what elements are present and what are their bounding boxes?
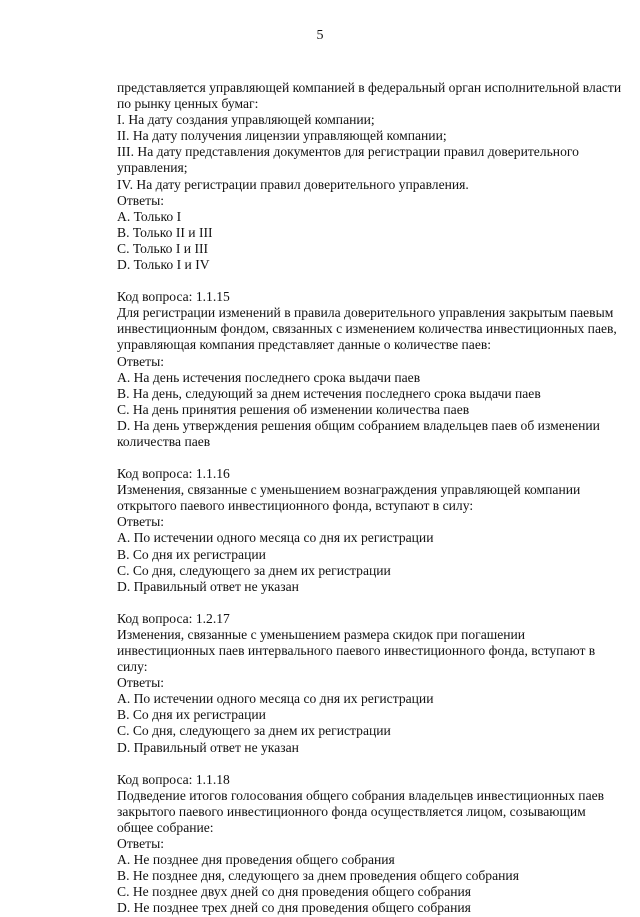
answer-item: C. Только I и III bbox=[117, 240, 209, 256]
answer-item: A. Не позднее дня проведения общего собрания bbox=[117, 852, 395, 868]
answer-item: A. На день истечения последнего срока выдачи паев bbox=[117, 369, 421, 385]
answer-item: A. Только I bbox=[117, 208, 182, 224]
answer-item: B. Со дня их регистрации bbox=[117, 546, 266, 562]
intro-line: представляется управляющей компанией в федеральный орган исполнительной власти по рынку ценных бумаг: bbox=[117, 80, 622, 112]
intro-options bbox=[117, 112, 622, 192]
answer-item: B. Не позднее дня, следующего за днем проведения общего собрания bbox=[117, 868, 519, 884]
question-code: Код вопроса: 1.1.15 bbox=[117, 289, 230, 305]
answer-item: D. Правильный ответ не указан bbox=[117, 578, 299, 594]
question-code: Код вопроса: 1.1.18 bbox=[117, 771, 230, 787]
answer-item: D. Не позднее трех дней со дня проведения общего собрания bbox=[117, 900, 471, 916]
option-item: I. На дату создания управляющей компании; bbox=[117, 112, 375, 128]
answer-item: A. По истечении одного месяца со дня их регистрации bbox=[117, 691, 434, 707]
question-block bbox=[117, 611, 622, 756]
option-item: IV. На дату регистрации правил доверительного управления. bbox=[117, 176, 469, 192]
answer-item: B. Со дня их регистрации bbox=[117, 707, 266, 723]
question-block bbox=[117, 466, 622, 595]
answers-list bbox=[117, 530, 622, 594]
answers-list bbox=[117, 852, 622, 916]
answer-item: C. На день принятия решения об изменении количества паев bbox=[117, 401, 470, 417]
answers-label: Ответы: bbox=[117, 353, 164, 369]
question-code: Код вопроса: 1.2.17 bbox=[117, 610, 230, 626]
question-text: Для регистрации изменений в правила доверительного управления закрытым паевым инвестиционным фондом, связанных с изменением количества инвестиционных паев, управляющая компания представляет данные о количестве паев: bbox=[117, 305, 617, 353]
option-item: II. На дату получения лицензии управляющей компании; bbox=[117, 128, 447, 144]
question-code: Код вопроса: 1.1.16 bbox=[117, 466, 230, 482]
answers-list bbox=[117, 691, 622, 755]
answer-item: D. Правильный ответ не указан bbox=[117, 739, 299, 755]
answer-item: D. Только I и IV bbox=[117, 257, 210, 273]
answer-item: B. На день, следующий за днем истечения последнего срока выдачи паев bbox=[117, 385, 541, 401]
question-block bbox=[117, 289, 622, 450]
answers-list bbox=[117, 370, 622, 450]
option-item: III. На дату представления документов для регистрации правил доверительного управления; bbox=[117, 144, 579, 176]
answer-item: D. На день утверждения решения общим собранием владельцев паев об изменении количества паев bbox=[117, 417, 600, 449]
answers-label: Ответы: bbox=[117, 514, 164, 530]
question-text: Подведение итогов голосования общего собрания владельцев инвестиционных паев закрытого паевого инвестиционного фонда осуществляется лицом, созывающим общее собрание: bbox=[117, 787, 605, 835]
answers-label: Ответы: bbox=[117, 675, 164, 691]
answers-label: Ответы: bbox=[117, 836, 164, 852]
answer-item: C. Не позднее двух дней со дня проведения общего собрания bbox=[117, 884, 472, 900]
answer-item: B. Только II и III bbox=[117, 224, 213, 240]
answers-list bbox=[117, 209, 622, 273]
page-number: 5 bbox=[316, 28, 324, 43]
answer-item: C. Со дня, следующего за днем их регистрации bbox=[117, 723, 391, 739]
question-text: Изменения, связанные с уменьшением размера скидок при погашении инвестиционных паев интервального паевого инвестиционного фонда, вступают в силу: bbox=[117, 626, 596, 675]
question-text: Изменения, связанные с уменьшением вознаграждения управляющей компании открытого паевого инвестиционного фонда, вступают в силу: bbox=[117, 482, 581, 514]
answer-item: C. Со дня, следующего за днем их регистрации bbox=[117, 562, 391, 578]
question-block bbox=[117, 772, 622, 917]
answers-label: Ответы: bbox=[117, 192, 164, 208]
page-content bbox=[117, 80, 622, 917]
answer-item: A. По истечении одного месяца со дня их регистрации bbox=[117, 530, 434, 546]
intro-block bbox=[117, 80, 622, 273]
